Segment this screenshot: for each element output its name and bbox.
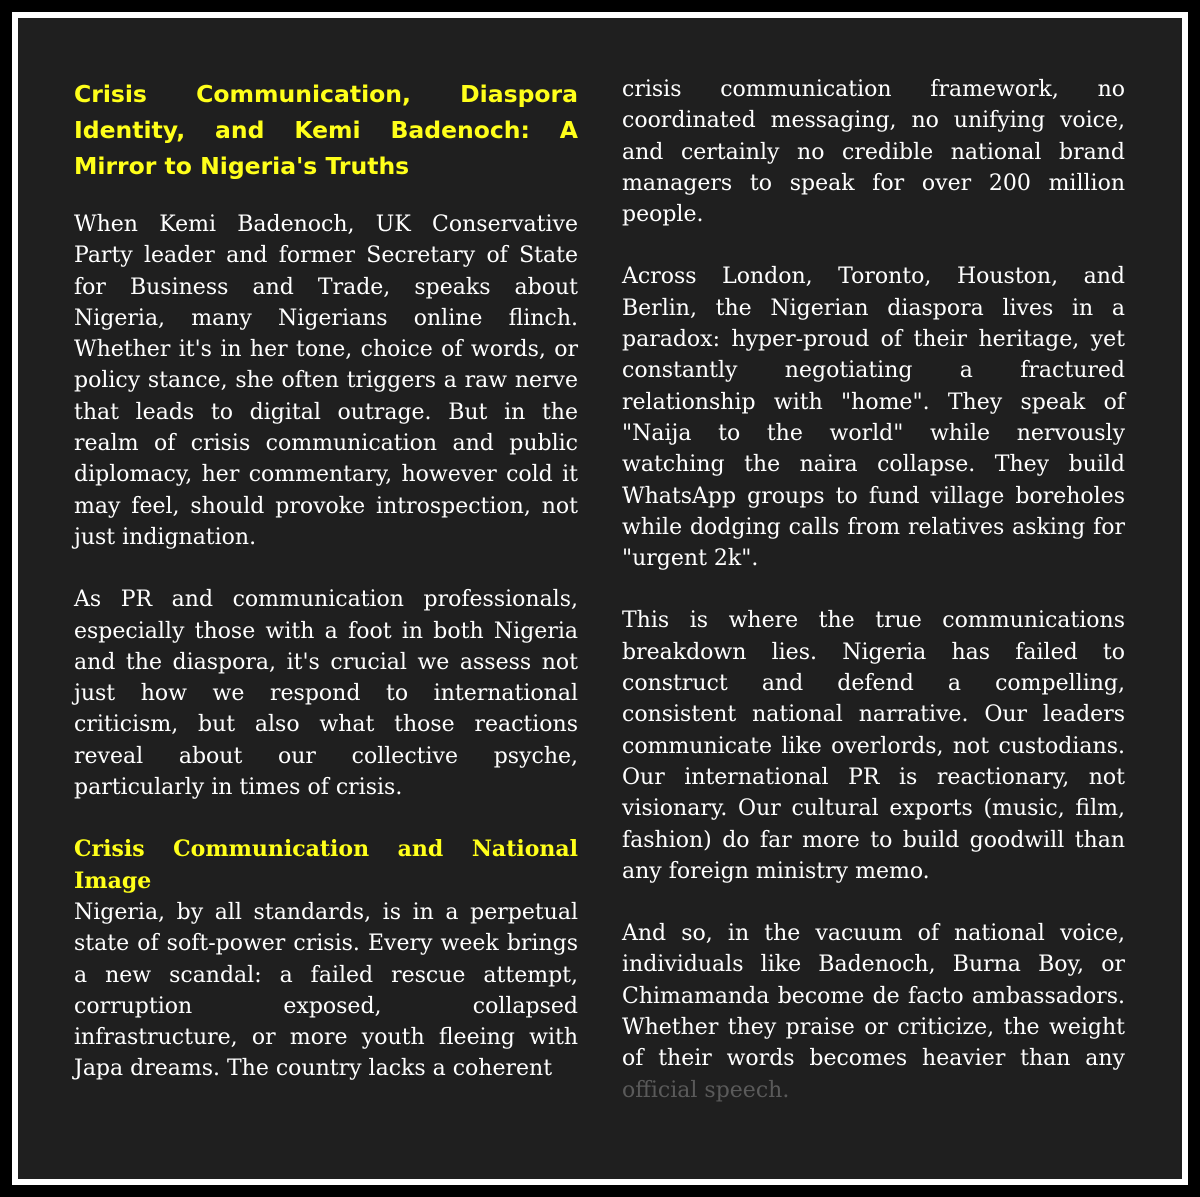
paragraph-soft-power-crisis-continued: crisis communication framework, no coordinated messaging, no unifying voice, and certainly no credible national brand managers to speak for over 200 million people. <box>622 77 1125 228</box>
paragraph-pr-professionals: As PR and communication professionals, especially those with a foot in both Nigeria and the diaspora, it's crucial we assess not just how we respond to international criticism, but also what those reactions reveal about our collective psyche, particularly in times of crisis. <box>74 587 578 801</box>
paragraph-soft-power-crisis: Nigeria, by all standards, is in a perpetual state of soft-power crisis. Every week brings a new scandal: a failed rescue attempt, corruption exposed, collapsed infrastructure, or more youth fleeing with Japa dreams. The country lacks a coherent <box>74 899 578 1082</box>
paragraph-communications-breakdown: This is where the true communications breakdown lies. Nigeria has failed to construct and defend a compelling, consistent national narrative. Our leaders communicate like overlords, not custodians. Our international PR is reactionary, not visionary. Our cultural exports (music, film, fashion) do far more to build goodwill than any foreign ministry memo. <box>622 608 1125 884</box>
article-column-left <box>74 76 578 1116</box>
paragraph-diaspora-paradox: Across London, Toronto, Houston, and Berlin, the Nigerian diaspora lives in a paradox: hyper-proud of their heritage, yet constantly negotiating a fractured relationship with "home". They speak of "Naija to the world" while nervously watching the naira collapse. They build WhatsApp groups to fund village boreholes while dodging calls from relatives asking for "urgent 2k". <box>622 264 1125 572</box>
paragraph-de-facto-ambassadors <box>622 918 1125 1106</box>
article-title: Crisis Communication, Diaspora Identity, and Kemi Badenoch: A Mirror to Nigeria's Truths <box>74 80 578 180</box>
paragraph-ambassadors-text: And so, in the vacuum of national voice, individuals like Badenoch, Burna Boy, or Chimamanda become de facto ambassadors. Whether they praise or criticize, the weight of their words becomes heavier than any <box>622 921 1125 1072</box>
section-subheading: Crisis Communication and National Image <box>74 836 578 894</box>
paragraph-intro: When Kemi Badenoch, UK Conservative Party leader and former Secretary of State for Business and Trade, speaks about Nigeria, many Nigerians online flinch. Whether it's in her tone, choice of words, or policy stance, she often triggers a raw nerve that leads to digital outrage. But in the realm of crisis communication and public diplomacy, her commentary, however cold it may feel, should provoke introspection, not just indignation. <box>74 212 578 550</box>
faded-trailing-text: official speech. <box>622 1077 790 1103</box>
article-frame <box>12 12 1188 1185</box>
article-column-right <box>622 74 1125 1137</box>
